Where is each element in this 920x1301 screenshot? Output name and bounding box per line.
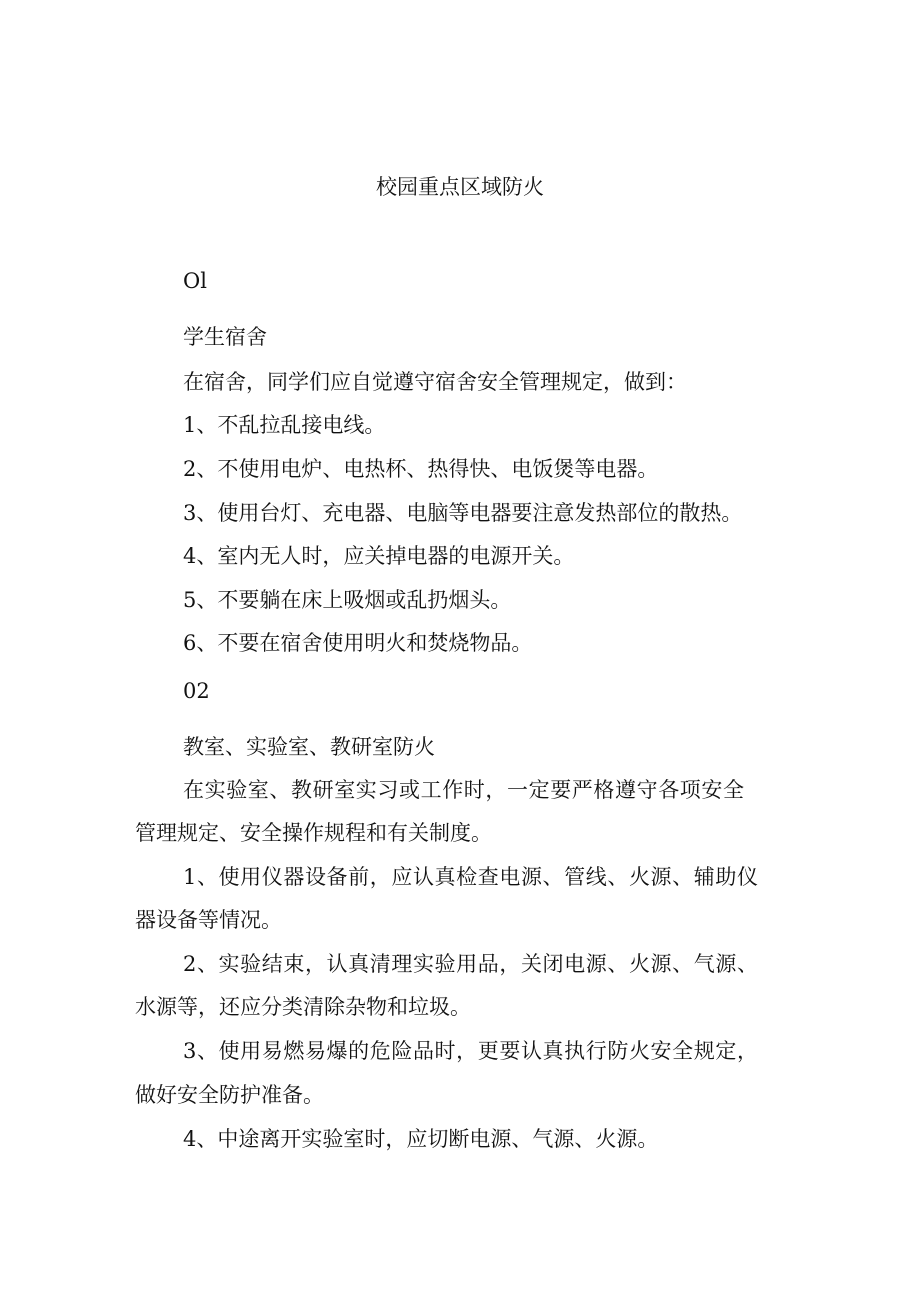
- list-item-line: 4、中途离开实验室时，应切断电源、气源、火源。: [183, 1127, 659, 1151]
- section-heading: 学生宿舍: [183, 325, 267, 349]
- list-item-line: 2、实验结束，认真清理实验用品，关闭电源、火源、气源、: [183, 952, 759, 976]
- page-title: 校园重点区域防火: [376, 175, 544, 199]
- list-item: 3、使用台灯、充电器、电脑等电器要注意发热部位的散热。: [183, 501, 743, 525]
- list-item-line: 做好安全防护准备。: [135, 1083, 324, 1107]
- section-heading: 教室、实验室、教研室防火: [183, 735, 435, 759]
- list-item-line: 3、使用易燃易爆的危险品时，更要认真执行防火安全规定，: [183, 1039, 759, 1063]
- section-number: 02: [183, 679, 210, 703]
- list-item: 4、室内无人时，应关掉电器的电源开关。: [183, 544, 575, 568]
- list-item: 5、不要躺在床上吸烟或乱扔烟头。: [183, 588, 512, 612]
- list-item: 2、不使用电炉、电热杯、热得快、电饭煲等电器。: [183, 457, 659, 481]
- section-number: Ol: [183, 269, 207, 293]
- list-item-line: 1、使用仪器设备前，应认真检查电源、管线、火源、辅助仪: [183, 865, 759, 889]
- section-intro-line: 管理规定、安全操作规程和有关制度。: [135, 821, 492, 845]
- section-intro: 在宿舍，同学们应自觉遵守宿舍安全管理规定，做到：: [183, 370, 687, 394]
- list-item-line: 器设备等情况。: [135, 908, 282, 932]
- list-item: 1、不乱拉乱接电线。: [183, 413, 386, 437]
- list-item: 6、不要在宿舍使用明火和焚烧物品。: [183, 631, 533, 655]
- section-intro-line: 在实验室、教研室实习或工作时，一定要严格遵守各项安全: [183, 778, 745, 802]
- list-item-line: 水源等，还应分类清除杂物和垃圾。: [135, 995, 471, 1019]
